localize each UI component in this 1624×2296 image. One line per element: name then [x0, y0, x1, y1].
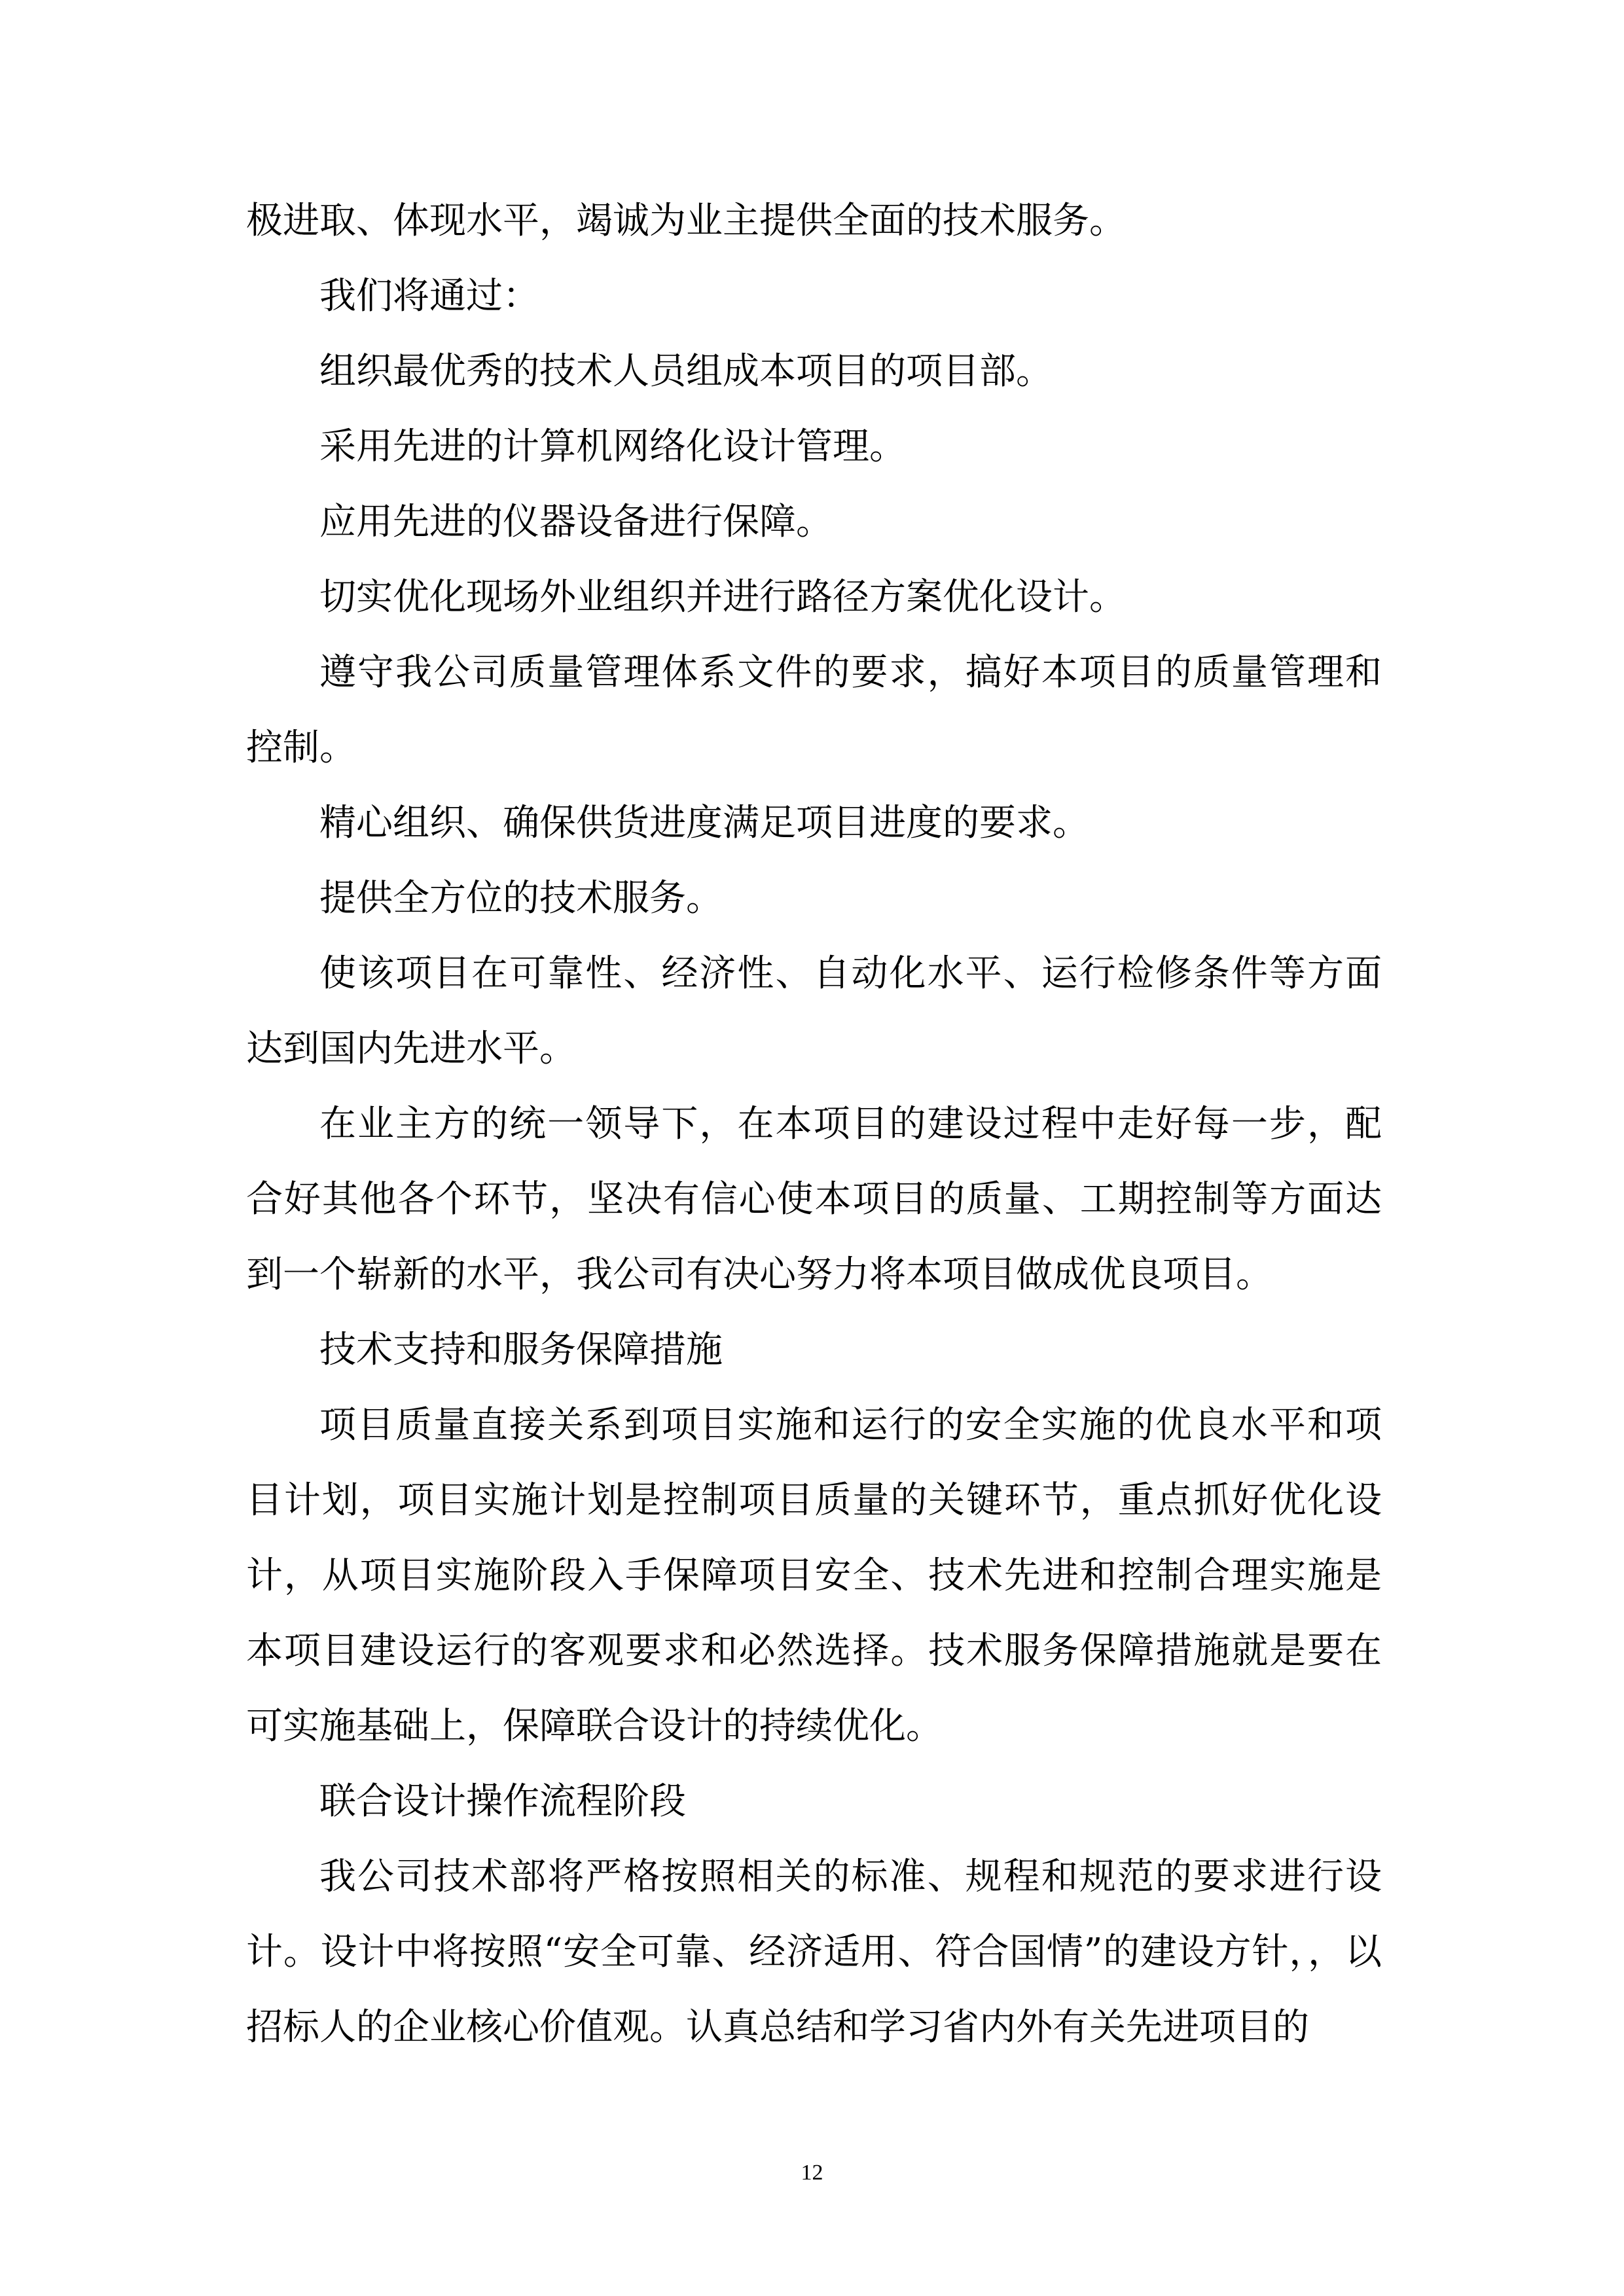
paragraph-intro: 我们将通过：	[319, 275, 539, 317]
paragraph-quality-planning: 项目质量直接关系到项目实施和运行的安全实施的优良水平和项目计划，项目实施计划是控制项目质量的关键环节，重点抓好优化设计，从项目实施阶段入手保障项目安全、技术先进和控制合理实施是本项目建设运行的客观要求和必然选择。技术服务保障措施就是要在可实施基础上，保障联合设计的持续优化。	[246, 1404, 1382, 1748]
paragraph-commitment: 在业主方的统一领导下，在本项目的建设过程中走好每一步，配合好其他各个环节，坚决有信心使本项目的质量、工期控制等方面达到一个崭新的水平，我公司有决心努力将本项目做成优良项目。	[246, 1103, 1382, 1296]
paragraph-item-team: 组织最优秀的技术人员组成本项目的项目部。	[319, 350, 1053, 393]
page-number: 12	[801, 2161, 823, 2185]
section-heading-design-process: 联合设计操作流程阶段	[319, 1780, 686, 1823]
paragraph-item-technical-service: 提供全方位的技术服务。	[319, 877, 723, 920]
paragraph-design-standards: 我公司技术部将严格按照相关的标准、规程和规范的要求进行设计。设计中将按照“安全可靠、经济适用、符合国情”的建设方针，，以招标人的企业核心价值观。认真总结和学习省内外有关先进项目的	[246, 1856, 1382, 2049]
paragraph-goal: 使该项目在可靠性、经济性、自动化水平、运行检修条件等方面达到国内先进水平。	[246, 952, 1382, 1070]
paragraph-item-route-optimization: 切实优化现场外业组织并进行路径方案优化设计。	[319, 576, 1126, 619]
document-body	[246, 183, 1382, 2065]
section-heading-support-measures: 技术支持和服务保障措施	[319, 1329, 723, 1371]
paragraph-item-network-design: 采用先进的计算机网络化设计管理。	[319, 425, 906, 468]
paragraph-item-quality-system: 遵守我公司质量管理体系文件的要求，搞好本项目的质量管理和控制。	[246, 651, 1382, 769]
paragraph-item-supply-schedule: 精心组织、确保供货进度满足项目进度的要求。	[319, 802, 1089, 844]
paragraph-item-equipment: 应用先进的仪器设备进行保障。	[319, 501, 833, 543]
paragraph-continuation: 极进取、体现水平，竭诚为业主提供全面的技术服务。	[246, 200, 1126, 242]
